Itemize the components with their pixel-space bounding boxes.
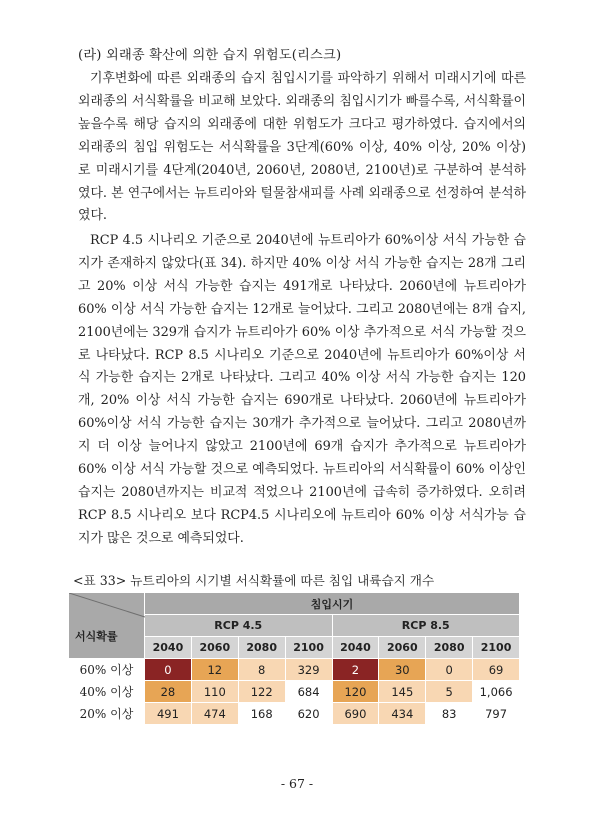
- table-cell: 491: [145, 703, 192, 725]
- paragraph-results: RCP 4.5 시나리오 기준으로 2040년에 뉴트리아가 60%이상 서식 가능한 습지가 존재하지 않았다(표 34). 하지만 40% 이상 서식 가능한 습지는 28개 그리고 20% 이상 서식 가능한 습지는 491개로 나타났다. 2060년에 뉴트리아가 60% 이상 서식 가능한 습지는 12개로 늘어났다. 그리고 2080년에는 8개 습지, 2100년에는 329개 습지가 뉴트리아가 60% 이상 추가적으로 서식 가능할 것으로 나타났다. RCP 8.5 시나리오 기준으로 2040년에 뉴트리아가 60%이상 서식 가능한 습지는 2개로 나타났다. 그리고 40% 이상 서식 가능한 습지는 120개, 20% 이상 서식 가능한 습지는 690개로 나타났다. 2060년에 뉴트리아가 60%이상 서식 가능한 습지는 30개가 추가적으로 늘어났다. 그리고 2080년까지 더 이상 늘어나지 않았고 2100년에 69개 습지가 추가적으로 뉴트리아가 60% 이상 서식 가능할 것으로 예측되었다. 뉴트리아의 서식확률이 60% 이상인 습지는 2080년까지는 비교적 적었으나 2100년에 급속히 증가하였다. 오히려 RCP 8.5 시나리오 보다 RCP4.5 시나리오에 뉴트리아 60% 이상 서식가능 습지가 많은 것으로 예측되었다.: [78, 233, 526, 546]
- section-heading: (라) 외래종 확산에 의한 습지 위험도(리스크): [78, 48, 342, 63]
- paragraph-intro: 기후변화에 따른 외래종의 습지 침입시기를 파악하기 위해서 미래시기에 따른 외래종의 서식확률을 비교해 보았다. 외래종의 침입시기가 빠를수록, 서식확률이 높을수록 해당 습지의 외래종에 대한 위험도가 크다고 평가하였다. 습지에서의 외래종의 침입 위험도는 서식확률을 3단계(60% 이상, 40% 이상, 20% 이상)로 미래시기를 4단계(2040년, 2060년, 2080년, 2100년)로 구분하여 분석하였다. 본 연구에서는 뉴트리아와 털물참새피를 사례 외래종으로 선정하여 분석하였다.: [78, 71, 526, 224]
- table-cell: 28: [145, 681, 192, 703]
- year-header: 2080: [426, 637, 473, 659]
- table-cell: 122: [238, 681, 285, 703]
- row-label: 20% 이상: [69, 703, 145, 725]
- table-cell: 0: [426, 659, 473, 681]
- table-cell: 620: [285, 703, 332, 725]
- table-cell: 110: [191, 681, 238, 703]
- table-cell: 434: [379, 703, 426, 725]
- table-cell: 69: [473, 659, 520, 681]
- table-cell: 1,066: [473, 681, 520, 703]
- table-row: [69, 681, 520, 703]
- table-cell: 329: [285, 659, 332, 681]
- table-cell: 83: [426, 703, 473, 725]
- table-cell: 797: [473, 703, 520, 725]
- table-cell: 120: [332, 681, 379, 703]
- table-caption: <표 33> 뉴트리아의 시기별 서식확률에 따른 침입 내륙습지 개수: [73, 573, 435, 588]
- page-number: - 67 -: [280, 776, 314, 791]
- table-cell: 690: [332, 703, 379, 725]
- table-cell: 12: [191, 659, 238, 681]
- invasion-period-header: 침입시기: [145, 593, 520, 615]
- row-label: 40% 이상: [69, 681, 145, 703]
- year-header: 2040: [332, 637, 379, 659]
- year-header: 2060: [191, 637, 238, 659]
- scenario-header-rcp85: RCP 8.5: [332, 615, 520, 637]
- table-cell: 168: [238, 703, 285, 725]
- year-header: 2080: [238, 637, 285, 659]
- table-cell: 474: [191, 703, 238, 725]
- table-cell: 145: [379, 681, 426, 703]
- table-cell: 0: [145, 659, 192, 681]
- year-header: 2060: [379, 637, 426, 659]
- table-cell: 2: [332, 659, 379, 681]
- diagonal-divider: [69, 593, 145, 661]
- table-cell: 684: [285, 681, 332, 703]
- table-row: [69, 703, 520, 725]
- corner-label: 서식확률: [75, 630, 118, 643]
- year-header: 2040: [145, 637, 192, 659]
- row-label: 60% 이상: [69, 659, 145, 681]
- year-header: 2100: [473, 637, 520, 659]
- year-header: 2100: [285, 637, 332, 659]
- table-cell: 8: [238, 659, 285, 681]
- scenario-header-rcp45: RCP 4.5: [145, 615, 333, 637]
- table-row: [69, 659, 520, 681]
- invasion-table: [68, 592, 520, 725]
- table-corner-header: [69, 593, 145, 659]
- table-cell: 5: [426, 681, 473, 703]
- table-cell: 30: [379, 659, 426, 681]
